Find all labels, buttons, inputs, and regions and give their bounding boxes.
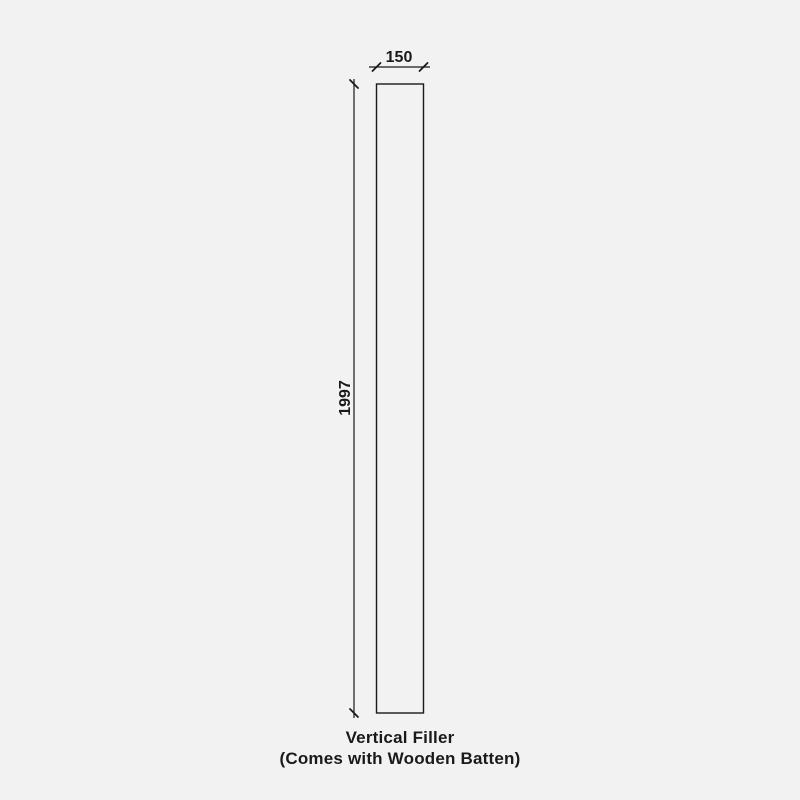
height-dimension	[337, 79, 358, 718]
caption-title: Vertical Filler	[345, 728, 455, 747]
caption-subtitle: (Comes with Wooden Batten)	[279, 749, 521, 768]
height-dimension-label: 1997	[337, 380, 354, 416]
width-dimension-label: 150	[385, 49, 413, 66]
caption	[0, 727, 800, 769]
width-dimension	[369, 49, 430, 71]
filler-panel-outline	[377, 84, 424, 713]
